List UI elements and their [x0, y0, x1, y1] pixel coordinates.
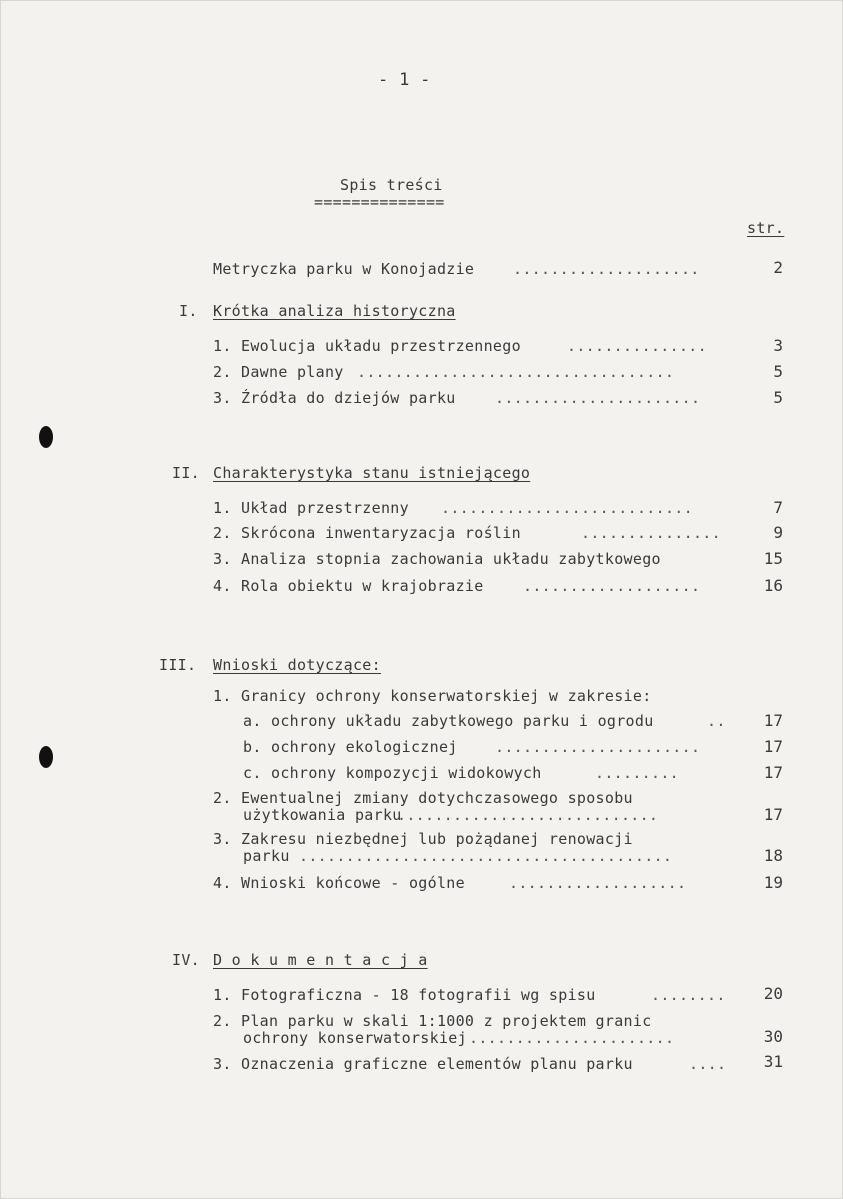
- toc-entry-label: 3. Analiza stopnia zachowania układu zabytkowego: [213, 550, 661, 568]
- toc-page-number: 16: [763, 576, 783, 595]
- toc-page-number: 5: [773, 362, 783, 381]
- toc-leader-dots: ........................................: [299, 847, 673, 865]
- toc-page-number: 17: [763, 805, 783, 824]
- toc-leader-dots: .........: [595, 764, 679, 782]
- toc-page-number: 17: [763, 737, 783, 756]
- toc-entry-label: 4. Rola obiektu w krajobrazie: [213, 577, 484, 595]
- toc-leader-dots: ...........................: [441, 499, 693, 517]
- toc-leader-dots: ........: [651, 986, 726, 1004]
- toc-page-number: 5: [773, 388, 783, 407]
- section-heading: Krótka analiza historyczna: [213, 302, 456, 320]
- title-underline: ==============: [314, 193, 445, 211]
- toc-leader-dots: ..................................: [357, 363, 675, 381]
- section-heading: Wnioski dotyczące:: [213, 656, 381, 674]
- section-numeral: III.: [159, 656, 197, 674]
- toc-entry-label: a. ochrony układu zabytkowego parku i ogrodu: [243, 712, 654, 730]
- toc-leader-dots: ....................: [513, 260, 700, 278]
- toc-leader-dots: ......................: [495, 738, 701, 756]
- toc-entry-label: 2. Ewentualnej zmiany dotychczasowego sposobu: [213, 789, 633, 807]
- section-heading: D o k u m e n t a c j a: [213, 951, 428, 969]
- toc-page-number: 15: [763, 549, 783, 568]
- section-numeral: II.: [172, 464, 200, 482]
- toc-page-number: 30: [763, 1027, 783, 1046]
- toc-entry-label: użytkowania parku: [243, 806, 402, 824]
- toc-entry-label: 1. Granicy ochrony konserwatorskiej w zakresie:: [213, 687, 652, 705]
- punch-hole-top: [39, 426, 53, 448]
- page-number: - 1 -: [378, 70, 431, 90]
- toc-page-number: 19: [763, 873, 783, 892]
- punch-hole-bottom: [39, 746, 53, 768]
- toc-leader-dots: ............................: [397, 806, 659, 824]
- toc-entry-label: 1. Układ przestrzenny: [213, 499, 409, 517]
- toc-leader-dots: ...............: [581, 524, 721, 542]
- toc-entry-label: 3. Źródła do dziejów parku: [213, 389, 456, 407]
- section-heading: Charakterystyka stanu istniejącego: [213, 464, 531, 482]
- toc-entry-label: Metryczka parku w Konojadzie: [213, 260, 475, 278]
- toc-entry-label: 4. Wnioski końcowe - ogólne: [213, 874, 465, 892]
- page-title: Spis treści: [340, 176, 443, 194]
- toc-entry-label: 3. Zakresu niezbędnej lub pożądanej renowacji: [213, 830, 633, 848]
- section-numeral: IV.: [172, 951, 200, 969]
- toc-entry-label: 2. Plan parku w skali 1:1000 z projektem granic: [213, 1012, 652, 1030]
- toc-entry-label: 3. Oznaczenia graficzne elementów planu parku: [213, 1055, 633, 1073]
- toc-leader-dots: ...................: [509, 874, 687, 892]
- toc-page-number: 17: [763, 711, 783, 730]
- toc-entry-label: c. ochrony kompozycji widokowych: [243, 764, 542, 782]
- toc-entry-label: 2. Dawne plany: [213, 363, 344, 381]
- toc-page-number: 17: [763, 763, 783, 782]
- toc-leader-dots: ...................: [523, 577, 701, 595]
- toc-entry-label: 1. Ewolucja układu przestrzennego: [213, 337, 521, 355]
- page-column-label: str.: [747, 219, 785, 237]
- toc-page-number: 18: [763, 846, 783, 865]
- toc-entry-label: 2. Skrócona inwentaryzacja roślin: [213, 524, 521, 542]
- toc-page-number: 2: [773, 258, 783, 277]
- toc-leader-dots: ..: [707, 712, 726, 730]
- toc-entry-label: ochrony konserwatorskiej: [243, 1029, 467, 1047]
- toc-entry-label: 1. Fotograficzna - 18 fotografii wg spisu: [213, 986, 596, 1004]
- toc-page-number: 3: [773, 336, 783, 355]
- toc-page-number: 31: [763, 1052, 783, 1071]
- toc-entry-label: parku: [243, 847, 290, 865]
- toc-leader-dots: ......................: [495, 389, 701, 407]
- toc-leader-dots: ....: [689, 1055, 727, 1073]
- toc-leader-dots: ...............: [567, 337, 707, 355]
- toc-page-number: 7: [773, 498, 783, 517]
- toc-leader-dots: ......................: [469, 1029, 675, 1047]
- toc-entry-label: b. ochrony ekologicznej: [243, 738, 458, 756]
- toc-page-number: 20: [763, 984, 783, 1003]
- section-numeral: I.: [179, 302, 198, 320]
- toc-page-number: 9: [773, 523, 783, 542]
